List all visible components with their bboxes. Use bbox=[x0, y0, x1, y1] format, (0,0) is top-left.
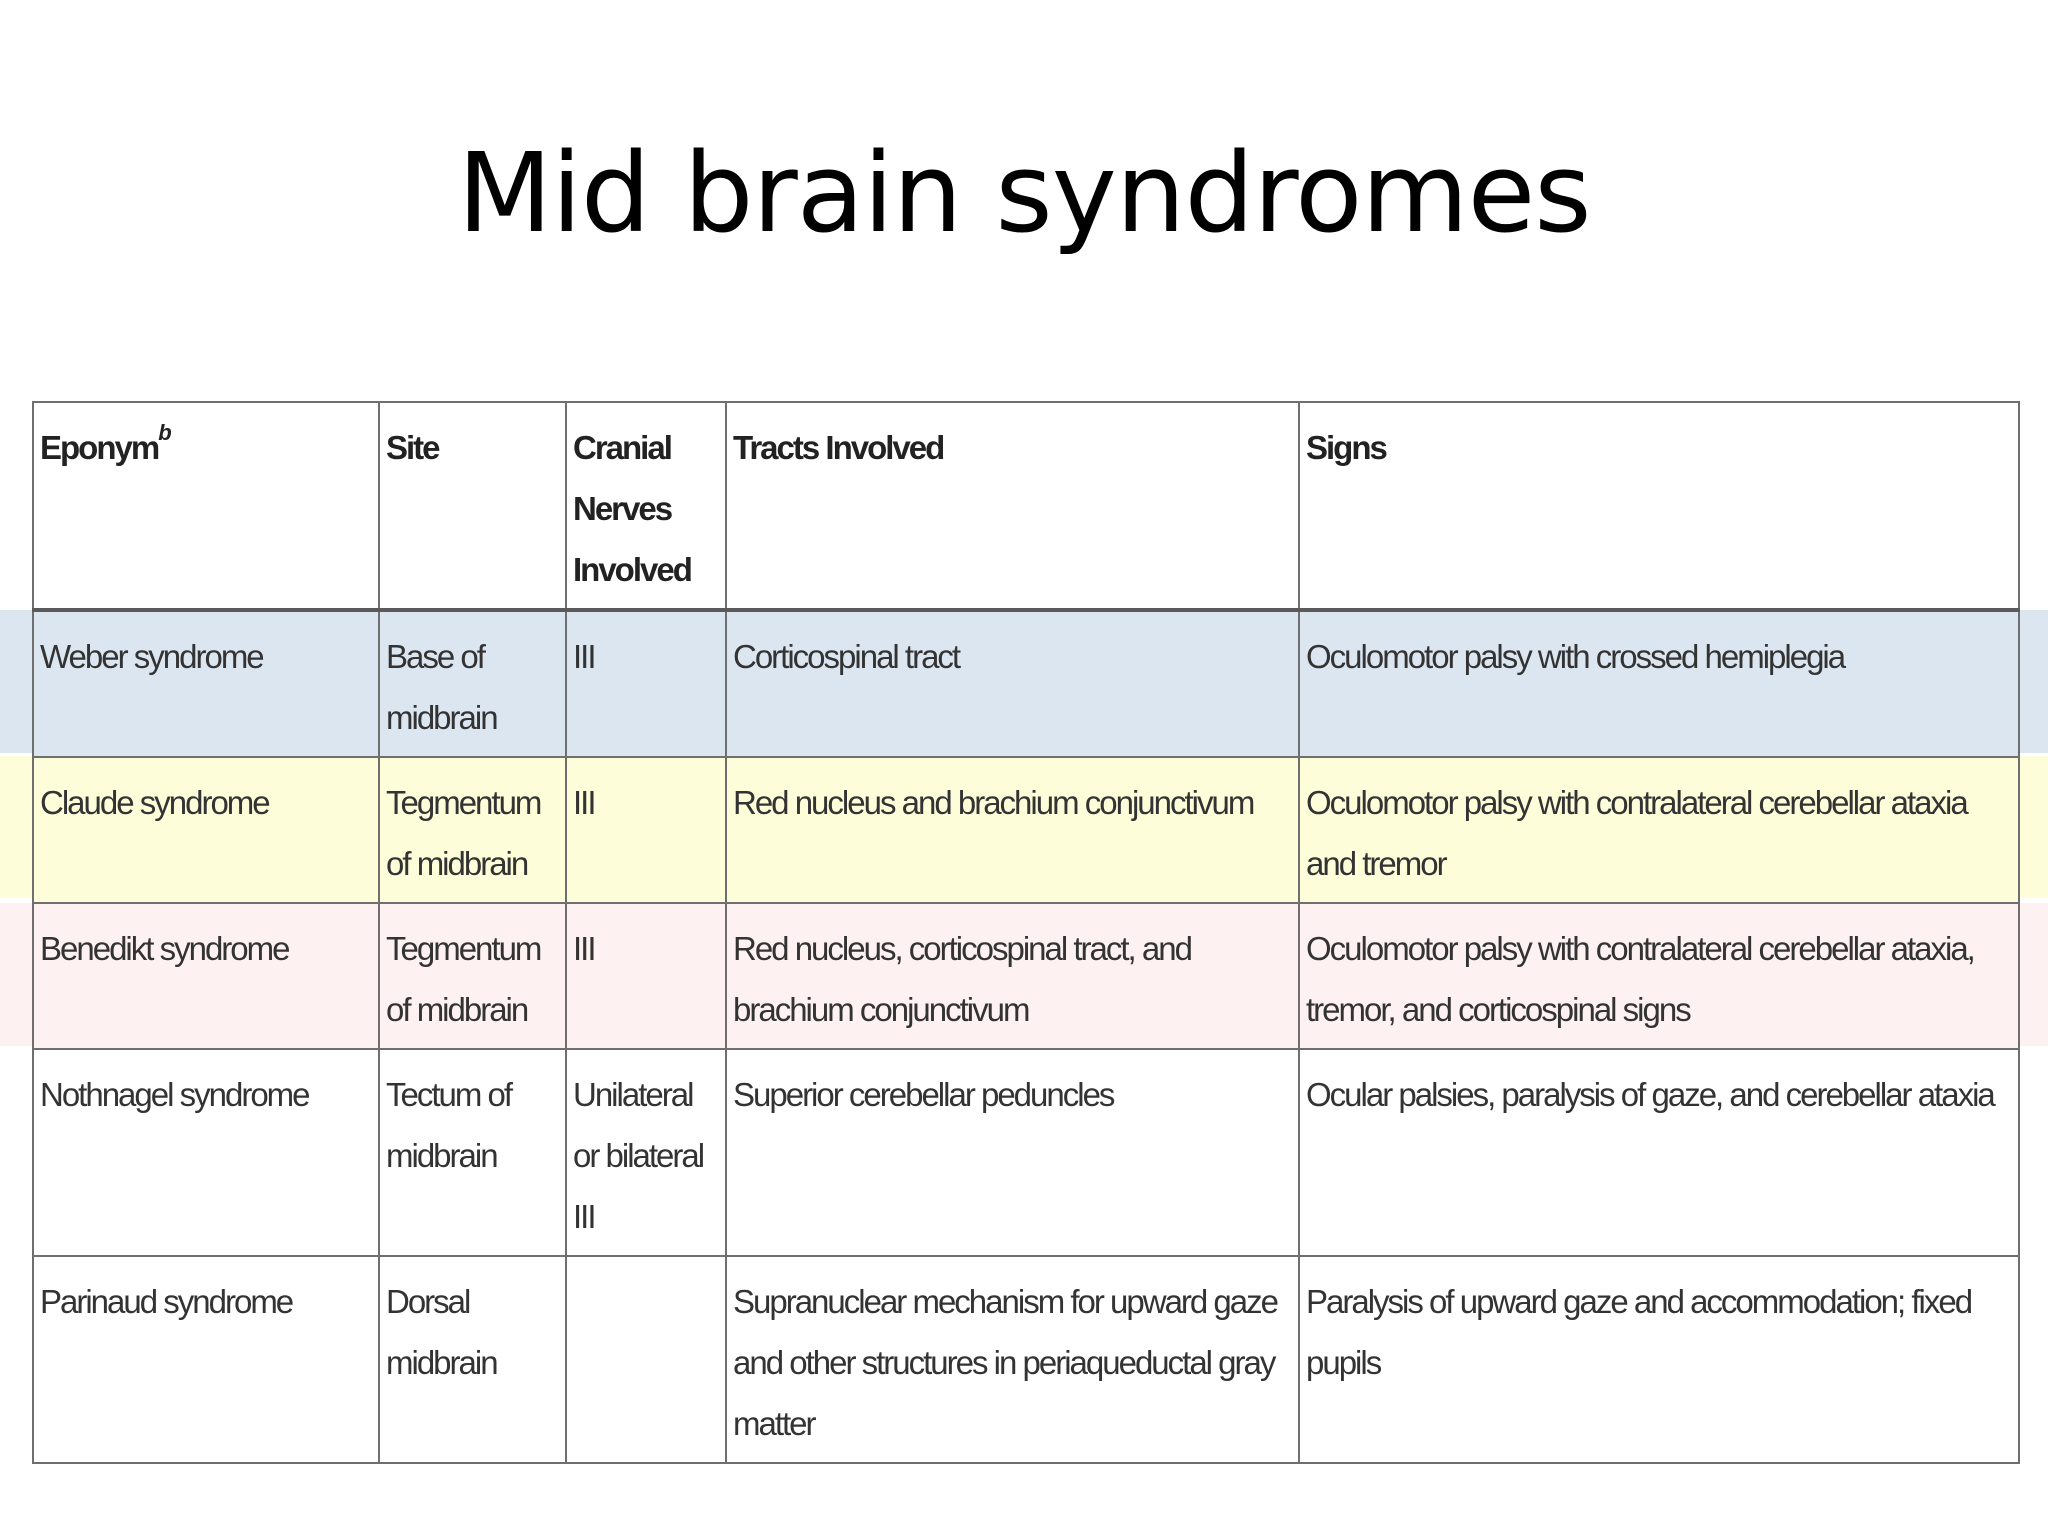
header-cranial-nerves: Cranial Nerves Involved bbox=[566, 402, 726, 610]
syndromes-table-container bbox=[32, 401, 2018, 1464]
cell-site: Tectum of midbrain bbox=[379, 1049, 566, 1256]
cell-site: Base of midbrain bbox=[379, 610, 566, 757]
cell-eponym: Parinaud syndrome bbox=[33, 1256, 379, 1463]
cell-cranial-nerves: III bbox=[566, 903, 726, 1049]
cell-eponym: Claude syndrome bbox=[33, 757, 379, 903]
header-eponym-label: Eponym bbox=[40, 429, 159, 466]
cell-cranial-nerves: III bbox=[566, 610, 726, 757]
cell-signs: Oculomotor palsy with contralateral cerebellar ataxia, tremor, and corticospinal signs bbox=[1299, 903, 2019, 1049]
table-row bbox=[33, 757, 2019, 903]
slide-title: Mid brain syndromes bbox=[457, 129, 1591, 257]
cell-eponym: Weber syndrome bbox=[33, 610, 379, 757]
table-row bbox=[33, 903, 2019, 1049]
header-tracts: Tracts Involved bbox=[726, 402, 1299, 610]
table-row bbox=[33, 610, 2019, 757]
cell-cranial-nerves: Unilateral or bilateral III bbox=[566, 1049, 726, 1256]
cell-site: Dorsal midbrain bbox=[379, 1256, 566, 1463]
cell-site: Tegmentum of midbrain bbox=[379, 757, 566, 903]
cell-tracts: Superior cerebellar peduncles bbox=[726, 1049, 1299, 1256]
table-row bbox=[33, 1049, 2019, 1256]
cell-signs: Paralysis of upward gaze and accommodation; fixed pupils bbox=[1299, 1256, 2019, 1463]
syndromes-table bbox=[32, 401, 2020, 1464]
cell-cranial-nerves bbox=[566, 1256, 726, 1463]
header-eponym-footnote-mark: b bbox=[158, 420, 170, 445]
cell-signs: Oculomotor palsy with crossed hemiplegia bbox=[1299, 610, 2019, 757]
cell-tracts: Corticospinal tract bbox=[726, 610, 1299, 757]
cell-tracts: Supranuclear mechanism for upward gaze and other structures in periaqueductal gray matter bbox=[726, 1256, 1299, 1463]
header-site: Site bbox=[379, 402, 566, 610]
cell-signs: Ocular palsies, paralysis of gaze, and cerebellar ataxia bbox=[1299, 1049, 2019, 1256]
table-row bbox=[33, 1256, 2019, 1463]
header-eponym bbox=[33, 402, 379, 610]
table-header-row bbox=[33, 402, 2019, 610]
cell-tracts: Red nucleus, corticospinal tract, and brachium conjunctivum bbox=[726, 903, 1299, 1049]
cell-cranial-nerves: III bbox=[566, 757, 726, 903]
cell-eponym: Benedikt syndrome bbox=[33, 903, 379, 1049]
header-signs: Signs bbox=[1299, 402, 2019, 610]
cell-signs: Oculomotor palsy with contralateral cerebellar ataxia and tremor bbox=[1299, 757, 2019, 903]
cell-site: Tegmentum of midbrain bbox=[379, 903, 566, 1049]
cell-tracts: Red nucleus and brachium conjunctivum bbox=[726, 757, 1299, 903]
cell-eponym: Nothnagel syndrome bbox=[33, 1049, 379, 1256]
